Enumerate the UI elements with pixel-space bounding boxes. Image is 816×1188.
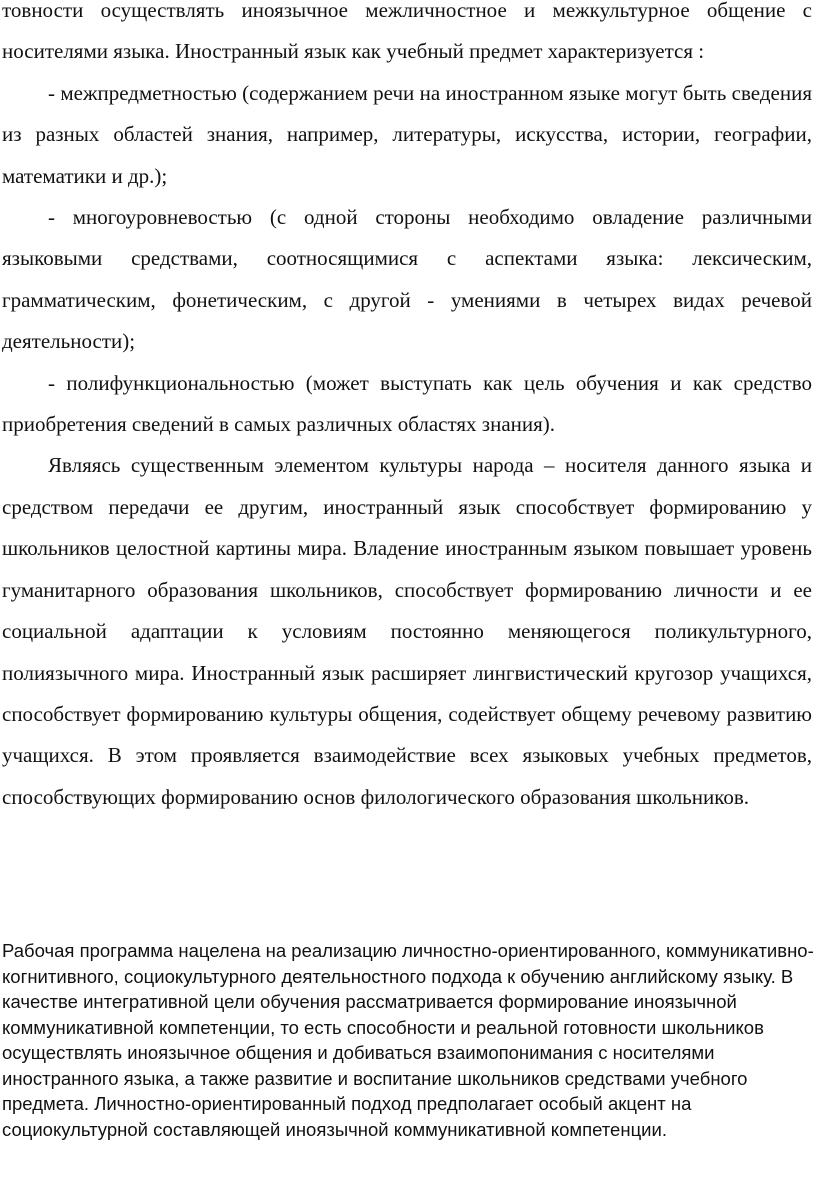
paragraph-multilevel: - многоуровневостью (с одной стороны необходимо овладение различными языковыми средствами, соотносящимися с аспектами языка: лексическим, грамматическим, фонетическим, с другой - умениями в четырех видах речевой деятельности); xyxy=(2,205,812,354)
paragraph-intersubject: - межпредметностью (содержанием речи на иностранном языке могут быть сведения из разных областей знания, например, литературы, искусства, истории, географии, математики и др.); xyxy=(2,80,812,188)
paragraph-polyfunctional: - полифункциональностью (может выступать как цель обучения и как средство приобретения сведений в самых различных областях знания). xyxy=(2,370,812,437)
paragraph-program-goal: Рабочая программа нацелена на реализацию личностно-ориентированного, коммуникативно-когнитивного, социокультурного деятельностного подхода к обучению английскому языку. В качестве интегративной цели обучения рассматривается формирование иноязычной коммуникативной компетенции, то есть способности и реальной готовности школьников осуществлять иноязычное общения и добиваться взаимопонимания с носителями иностранного языка, а также развитие и воспитание школьников средствами учебного предмета. Личностно-ориентированный подход предполагает особый акцент на социокультурной составляющей иноязычной коммуникативной компетенции. xyxy=(2,940,814,1140)
paragraph-culture: Являясь существенным элементом культуры народа – носителя данного языка и средством передачи ее другим, иностранный язык способствует формированию у школьников целостной картины мира. Владение иностранным языком повышает уровень гуманитарного образования школьников, способствует формированию личности и ее социальной адаптации к условиям постоянно меняющегося поликультурного, полиязычного мира. Иностранный язык расширяет лингвистический кругозор учащихся, способствует формированию культуры общения, содействует общему речевому развитию учащихся. В этом проявляется взаимодействие всех языковых учебных предметов, способствующих формированию основ филологического образования школьников. xyxy=(2,453,812,809)
paragraph-continuation: товности осуществлять иноязычное межличностное и межкультурное общение с носителями языка. Иностранный язык как учебный предмет характеризуется : xyxy=(2,0,812,64)
